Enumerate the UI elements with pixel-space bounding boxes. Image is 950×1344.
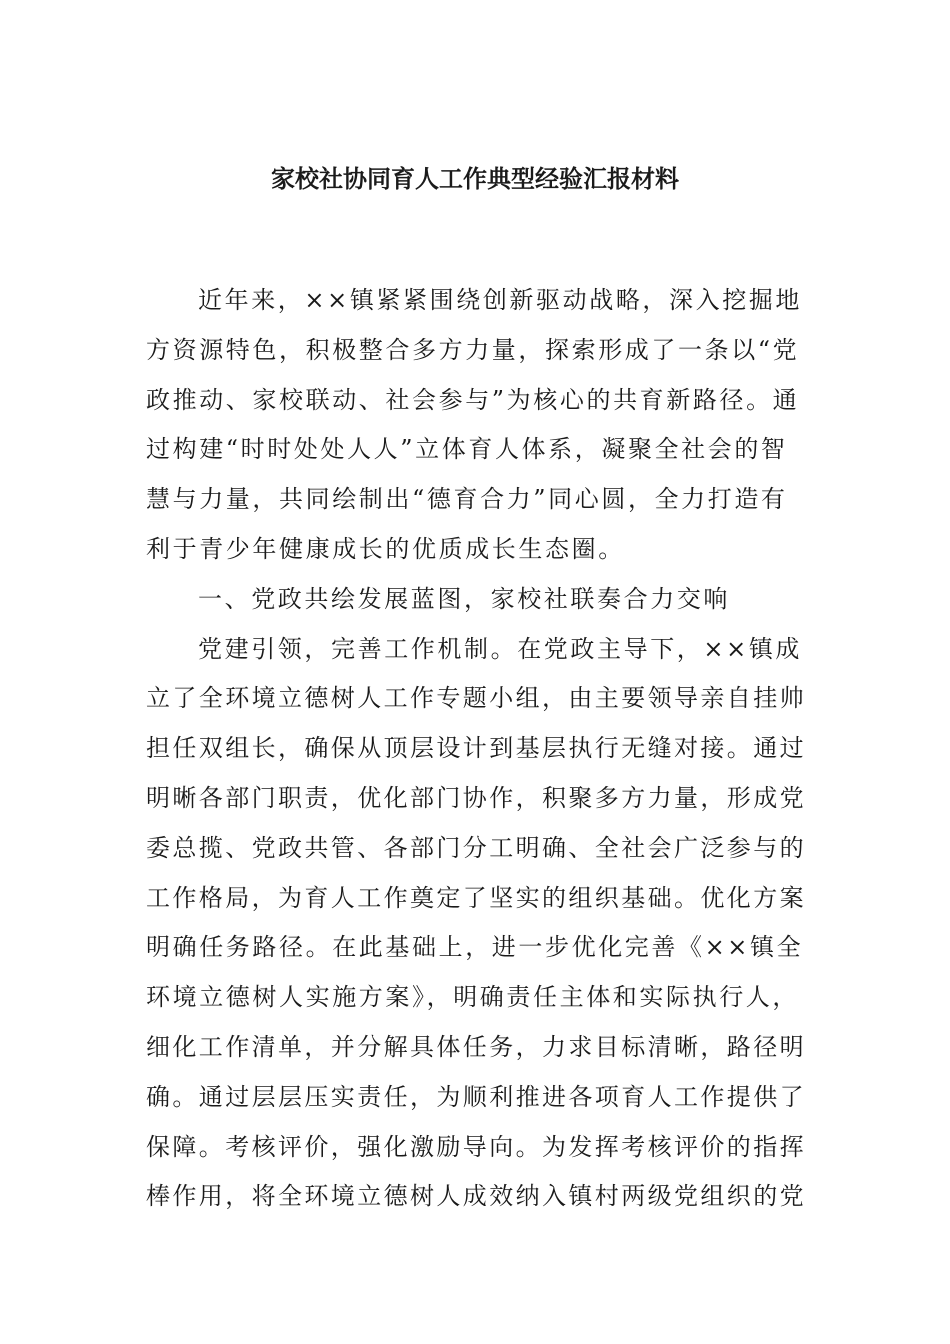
text-line: 环境立德树人实施方案》，明确责任主体和实际执行人， bbox=[146, 983, 799, 1012]
text-line: 委总揽、党政共管、各部门分工明确、全社会广泛参与的 bbox=[146, 833, 806, 862]
text-line: 确。通过层层压实责任，为顺利推进各项育人工作提供了 bbox=[146, 1082, 806, 1111]
text-line: 过构建“时时处处人人”立体育人体系，凝聚全社会的智 bbox=[146, 435, 788, 464]
text-line: 方资源特色，积极整合多方力量，探索形成了一条以“党 bbox=[146, 335, 800, 364]
text-line: 党建引领，完善工作机制。在党政主导下，××镇成 bbox=[198, 634, 803, 663]
text-line: 担任双组长，确保从顶层设计到基层执行无缝对接。通过 bbox=[146, 734, 806, 763]
text-line: 慧与力量，共同绘制出“德育合力”同心圆，全力打造有 bbox=[146, 485, 788, 514]
text-line: 立了全环境立德树人工作专题小组，由主要领导亲自挂帅 bbox=[146, 684, 806, 713]
text-line: 明晰各部门职责，优化部门协作，积聚多方力量，形成党 bbox=[146, 783, 806, 812]
section-heading: 一、党政共绘发展蓝图，家校社联奏合力交响 bbox=[198, 584, 730, 613]
text-line: 保障。考核评价，强化激励导向。为发挥考核评价的指挥 bbox=[146, 1132, 806, 1161]
text-line: 近年来，××镇紧紧围绕创新驱动战略，深入挖掘地 bbox=[198, 286, 803, 314]
text-line: 棒作用，将全环境立德树人成效纳入镇村两级党组织的党 bbox=[146, 1182, 806, 1211]
text-line: 政推动、家校联动、社会参与”为核心的共育新路径。通 bbox=[146, 385, 800, 414]
text-line: 利于青少年健康成长的优质成长生态圈。 bbox=[146, 534, 625, 563]
document-title: 家校社协同育人工作典型经验汇报材料 bbox=[271, 164, 679, 193]
text-line: 明确任务路径。在此基础上，进一步优化完善《××镇全 bbox=[146, 933, 804, 962]
text-line: 工作格局，为育人工作奠定了坚实的组织基础。优化方案 bbox=[146, 883, 806, 912]
text-line: 细化工作清单，并分解具体任务，力求目标清晰，路径明 bbox=[146, 1032, 806, 1061]
document-body bbox=[146, 276, 806, 1222]
